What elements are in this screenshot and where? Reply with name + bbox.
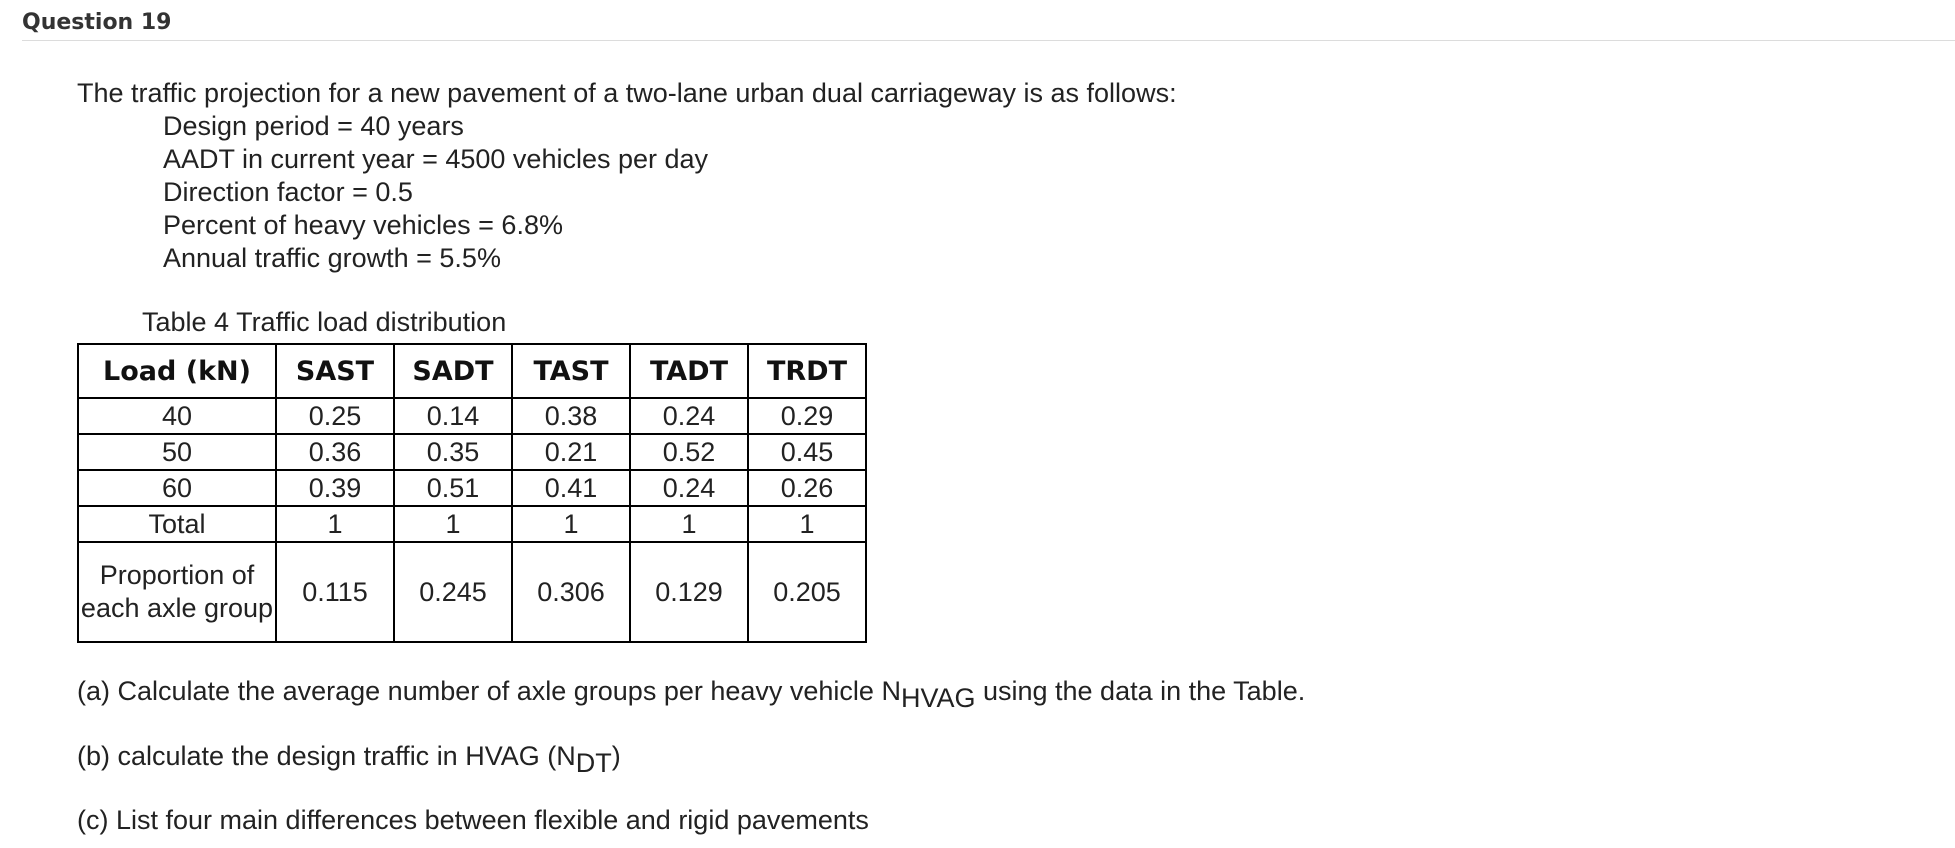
table-cell: 1	[512, 506, 630, 542]
param-design-period: Design period = 40 years	[163, 111, 464, 141]
header-tast: TAST	[512, 344, 630, 398]
table-row-total	[78, 506, 866, 542]
table-cell: 0.41	[512, 470, 630, 506]
param-aadt: AADT in current year = 4500 vehicles per day	[163, 144, 709, 174]
table-cell: 0.115	[276, 542, 394, 642]
header-sast: SAST	[276, 344, 394, 398]
question-part-a	[77, 675, 1306, 713]
table-cell: 0.205	[748, 542, 866, 642]
param-heavy-vehicles: Percent of heavy vehicles = 6.8%	[163, 210, 563, 240]
table-cell: 0.24	[630, 470, 748, 506]
parameter-list	[163, 110, 1877, 275]
traffic-load-table	[77, 343, 867, 643]
intro-text: The traffic projection for a new pavement of a two-lane urban dual carriageway is as follows:	[77, 78, 1177, 108]
table-cell: 0.26	[748, 470, 866, 506]
part-a-text-end: using the data in the Table.	[975, 676, 1306, 706]
question-part-c: (c) List four main differences between flexible and rigid pavements	[77, 805, 869, 835]
table-cell: 40	[78, 398, 276, 434]
table-cell: 0.35	[394, 434, 512, 470]
table-header-row	[78, 344, 866, 398]
table-cell: 1	[276, 506, 394, 542]
table-row	[78, 398, 866, 434]
part-a-text: (a) Calculate the average number of axle groups per heavy vehicle N	[77, 676, 901, 706]
part-b-text-end: )	[611, 741, 621, 771]
table-cell: 0.29	[748, 398, 866, 434]
table-cell: 0.306	[512, 542, 630, 642]
table-row	[78, 434, 866, 470]
table-caption: Table 4 Traffic load distribution	[142, 307, 507, 337]
question-content	[77, 77, 1877, 643]
table-cell: Total	[78, 506, 276, 542]
question-header	[22, 6, 1955, 41]
table-cell: 0.52	[630, 434, 748, 470]
header-tadt: TADT	[630, 344, 748, 398]
part-a-subscript: HVAG	[900, 683, 976, 713]
header-load: Load (kN)	[78, 344, 276, 398]
table-cell: 1	[748, 506, 866, 542]
table-row-proportion	[78, 542, 866, 642]
question-title: Question 19	[22, 10, 172, 35]
table-cell: 0.21	[512, 434, 630, 470]
table-cell: 1	[394, 506, 512, 542]
table-cell: 0.38	[512, 398, 630, 434]
table-cell: 0.39	[276, 470, 394, 506]
table-cell: 0.36	[276, 434, 394, 470]
header-trdt: TRDT	[748, 344, 866, 398]
table-cell: 0.25	[276, 398, 394, 434]
table-cell: 0.24	[630, 398, 748, 434]
header-sadt: SADT	[394, 344, 512, 398]
param-growth: Annual traffic growth = 5.5%	[163, 243, 501, 273]
proportion-label: Proportion of each axle group	[78, 542, 276, 642]
table-cell: 0.51	[394, 470, 512, 506]
table-cell: 50	[78, 434, 276, 470]
table-cell: 1	[630, 506, 748, 542]
table-cell: 0.14	[394, 398, 512, 434]
table-cell: 60	[78, 470, 276, 506]
table-row	[78, 470, 866, 506]
part-b-subscript: DT	[575, 748, 612, 778]
table-cell: 0.245	[394, 542, 512, 642]
part-b-text: (b) calculate the design traffic in HVAG (N	[77, 741, 576, 771]
table-cell: 0.45	[748, 434, 866, 470]
table-cell: 0.129	[630, 542, 748, 642]
question-part-b	[77, 740, 621, 778]
param-direction-factor: Direction factor = 0.5	[163, 177, 413, 207]
